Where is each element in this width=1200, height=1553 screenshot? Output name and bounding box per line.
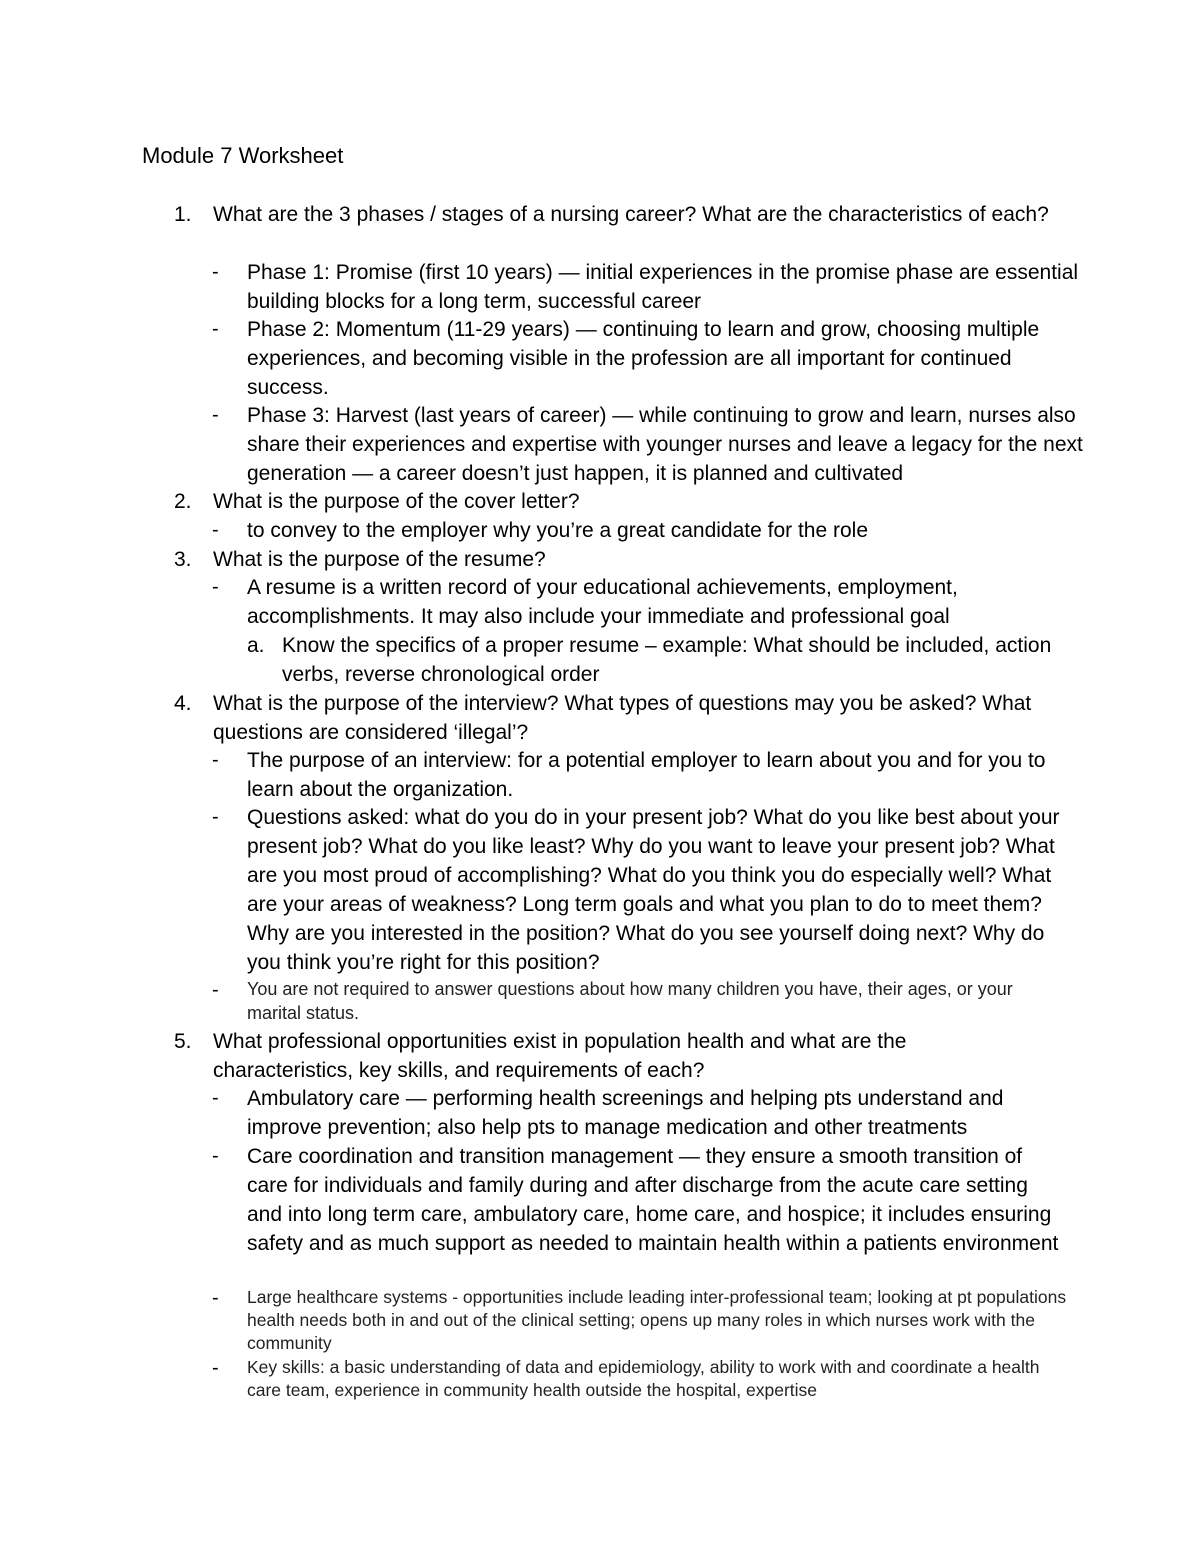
bullet-marker: -: [212, 979, 219, 1001]
answer-bullet: Care coordination and transition management — they ensure a smooth transition of care for individuals and family during and after discharge from the acute care setting and into long term care, ambulatory care, home care, and hospice; it includes ensuring safety and as much support as needed to maintain health within a patients environment: [247, 1145, 1059, 1255]
question-text: What is the purpose of the resume?: [213, 548, 546, 571]
question-number: 4.: [174, 692, 192, 715]
answer-bullet: Questions asked: what do you do in your present job? What do you like best about your present job? What do you like least? Why do you want to leave your present job? What are you most proud of accomplishing? What do you think you do especially well? What are your areas of weakness? Long term goals and what you plan to do to meet them? Why are you interested in the position? What do you see yourself doing next? Why do you think you’re right for this position?: [247, 806, 1060, 974]
bullet-marker: -: [212, 318, 219, 340]
question-number: 2.: [174, 490, 192, 513]
answer-bullet: You are not required to answer questions about how many children you have, their ages, or your marital status.: [247, 979, 1013, 1023]
answer-bullet: to convey to the employer why you’re a great candidate for the role: [247, 519, 869, 542]
page-title: Module 7 Worksheet: [142, 143, 344, 168]
answer-bullet: Phase 2: Momentum (11-29 years) — continuing to learn and grow, choosing multiple experiences, and becoming visible in the profession are all important for continued success.: [247, 318, 1040, 399]
answer-bullet: Ambulatory care — performing health screenings and helping pts understand and improve prevention; also help pts to manage medication and other treatments: [247, 1087, 1004, 1139]
bullet-marker: -: [212, 576, 219, 598]
bullet-marker: -: [212, 261, 219, 283]
question-number: 3.: [174, 548, 192, 571]
question-number: 5.: [174, 1030, 192, 1053]
question-number: 1.: [174, 203, 192, 226]
bullet-marker: -: [212, 404, 219, 426]
sub-item-text: Know the specifics of a proper resume – example: What should be included, action verbs, reverse chronological order: [282, 634, 1052, 686]
answer-bullet: Phase 1: Promise (first 10 years) — initial experiences in the promise phase are essential building blocks for a long term, successful career: [247, 261, 1079, 313]
answer-bullet: A resume is a written record of your educational achievements, employment, accomplishments. It may also include your immediate and professional goal: [247, 576, 958, 628]
question-text: What is the purpose of the interview? What types of questions may you be asked? What questions are considered ‘illegal’?: [213, 692, 1032, 744]
question-text: What are the 3 phases / stages of a nursing career? What are the characteristics of each?: [213, 203, 1049, 226]
answer-bullet: The purpose of an interview: for a potential employer to learn about you and for you to learn about the organization.: [247, 749, 1046, 801]
bullet-marker: -: [212, 1145, 219, 1167]
answer-bullet: Phase 3: Harvest (last years of career) — while continuing to grow and learn, nurses also share their experiences and expertise with younger nurses and leave a legacy for the next generation — a career doesn’t just happen, it is planned and cultivated: [247, 404, 1083, 485]
bullet-marker: -: [212, 519, 219, 541]
question-text: What professional opportunities exist in population health and what are the characteristics, key skills, and requirements of each?: [213, 1030, 907, 1082]
bullet-marker: -: [212, 1087, 219, 1109]
bullet-marker: -: [212, 1287, 219, 1309]
question-text: What is the purpose of the cover letter?: [213, 490, 580, 513]
sub-item-marker: a.: [247, 634, 265, 657]
answer-bullet: Large healthcare systems - opportunities include leading inter-professional team; looking at pt populations health needs both in and out of the clinical setting; opens up many roles in which nurses work with the community: [247, 1287, 1067, 1353]
bullet-marker: -: [212, 806, 219, 828]
bullet-marker: -: [212, 1357, 219, 1379]
answer-bullet: Key skills: a basic understanding of data and epidemiology, ability to work with and coordinate a health care team, experience in community health outside the hospital, expertise: [247, 1357, 1040, 1400]
bullet-marker: -: [212, 749, 219, 771]
